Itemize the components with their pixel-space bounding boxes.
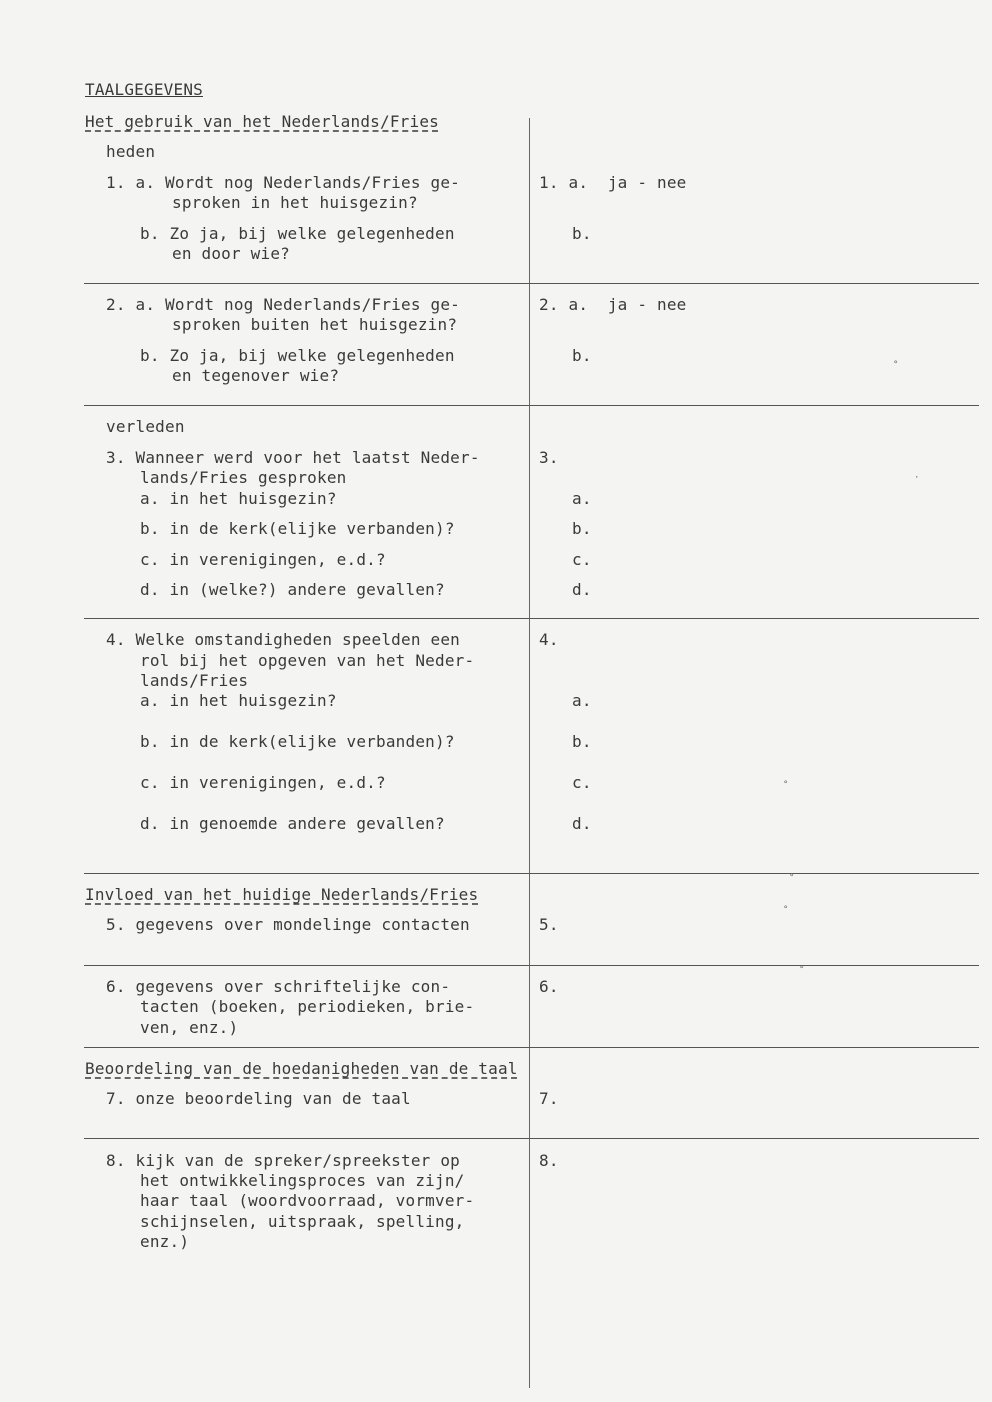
- q8-answer: 8.: [539, 1151, 559, 1170]
- q5-text: 5. gegevens over mondelinge contacten: [106, 915, 470, 934]
- q2b-line2: en tegenover wie?: [172, 366, 340, 385]
- q2a-line1: 2. a. Wordt nog Nederlands/Fries ge-: [106, 295, 460, 314]
- q3-intro-line1: 3. Wanneer werd voor het laatst Neder-: [106, 448, 480, 467]
- q8-line5: enz.): [140, 1232, 190, 1251]
- q3-answer-c: c.: [572, 550, 592, 569]
- q1b-line1: b. Zo ja, bij welke gelegenheden: [140, 224, 455, 243]
- section-title-invloed: Invloed van het huidige Nederlands/Fries: [85, 885, 479, 904]
- q4-intro-line1: 4. Welke omstandigheden speelden een: [106, 630, 460, 649]
- q7-answer: 7.: [539, 1089, 559, 1108]
- divider: [84, 405, 979, 406]
- q4-answer-num: 4.: [539, 630, 559, 649]
- divider: [84, 1047, 979, 1048]
- q8-line1: 8. kijk van de spreker/spreekster op: [106, 1151, 460, 1170]
- q3-item-a: a. in het huisgezin?: [140, 489, 337, 508]
- q7-text: 7. onze beoordeling van de taal: [106, 1089, 411, 1108]
- paper-speck: °: [783, 905, 789, 915]
- section-title-beoordeling: Beoordeling van de hoedanigheden van de taal: [85, 1059, 518, 1078]
- q1-answer-a: 1. a. ja - nee: [539, 173, 687, 192]
- q1-answer-b: b.: [572, 224, 592, 243]
- paper-speck: ·: [914, 473, 920, 483]
- q8-line2: het ontwikkelingsproces van zijn/: [140, 1171, 465, 1190]
- divider: [84, 283, 979, 284]
- paper-speck: °: [783, 780, 789, 790]
- q6-line2: tacten (boeken, periodieken, brie-: [140, 997, 475, 1016]
- q3-item-d: d. in (welke?) andere gevallen?: [140, 580, 445, 599]
- q8-line4: schijnselen, uitspraak, spelling,: [140, 1212, 465, 1231]
- q3-answer-b: b.: [572, 519, 592, 538]
- q3-item-c: c. in verenigingen, e.d.?: [140, 550, 386, 569]
- divider: [84, 618, 979, 619]
- q4-intro-line2: rol bij het opgeven van het Neder-: [140, 651, 475, 670]
- section-title-gebruik: Het gebruik van het Nederlands/Fries: [85, 112, 439, 131]
- page-heading: TAALGEGEVENS: [85, 80, 203, 99]
- q1a-line2: sproken in het huisgezin?: [172, 193, 418, 212]
- q3-answer-d: d.: [572, 580, 592, 599]
- q4-item-d: d. in genoemde andere gevallen?: [140, 814, 445, 833]
- q3-intro-line2: lands/Fries gesproken: [140, 468, 347, 487]
- q5-answer: 5.: [539, 915, 559, 934]
- q1a-line1: 1. a. Wordt nog Nederlands/Fries ge-: [106, 173, 460, 192]
- q1b-line2: en door wie?: [172, 244, 290, 263]
- subhead-heden: heden: [106, 142, 156, 161]
- q8-line3: haar taal (woordvoorraad, vormver-: [140, 1191, 475, 1210]
- q4-item-c: c. in verenigingen, e.d.?: [140, 773, 386, 792]
- q6-answer: 6.: [539, 977, 559, 996]
- q6-line1: 6. gegevens over schriftelijke con-: [106, 977, 451, 996]
- q3-item-b: b. in de kerk(elijke verbanden)?: [140, 519, 455, 538]
- q2-answer-b: b.: [572, 346, 592, 365]
- divider: [84, 1138, 979, 1139]
- q3-answer-num: 3.: [539, 448, 559, 467]
- divider: [84, 873, 979, 874]
- q2a-line2: sproken buiten het huisgezin?: [172, 315, 458, 334]
- paper-speck: °: [893, 360, 899, 370]
- q4-item-b: b. in de kerk(elijke verbanden)?: [140, 732, 455, 751]
- q4-answer-a: a.: [572, 691, 592, 710]
- q4-answer-c: c.: [572, 773, 592, 792]
- subhead-verleden: verleden: [106, 417, 185, 436]
- q4-item-a: a. in het huisgezin?: [140, 691, 337, 710]
- q4-intro-line3: lands/Fries: [140, 671, 249, 690]
- q4-answer-b: b.: [572, 732, 592, 751]
- q2-answer-a: 2. a. ja - nee: [539, 295, 687, 314]
- q3-answer-a: a.: [572, 489, 592, 508]
- q2b-line1: b. Zo ja, bij welke gelegenheden: [140, 346, 455, 365]
- q4-answer-d: d.: [572, 814, 592, 833]
- paper-speck: °: [789, 873, 795, 883]
- q6-line3: ven, enz.): [140, 1018, 239, 1037]
- divider: [84, 965, 979, 966]
- paper-speck: °: [799, 965, 805, 975]
- column-divider: [529, 118, 530, 1388]
